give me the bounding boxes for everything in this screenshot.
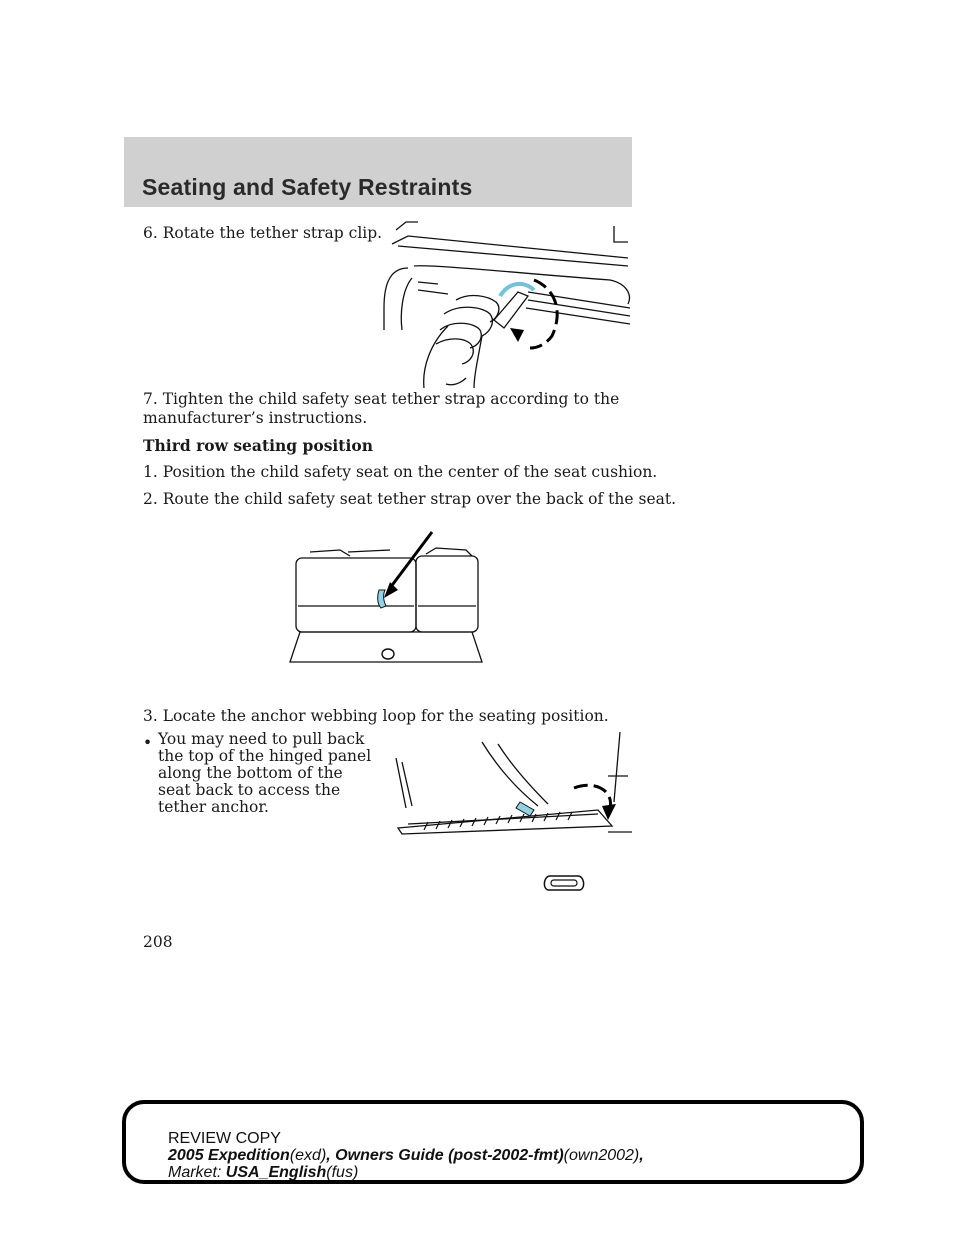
footer-market: USA_English: [225, 1164, 327, 1181]
rotate-clip-illustration: [378, 218, 636, 388]
bullet-text: You may need to pull back the top of the hinged panel along the bottom of the seat back to access the tether anchor.: [158, 730, 372, 816]
footer-model: 2005 Expedition: [168, 1147, 290, 1164]
footer-separator: ,: [326, 1147, 336, 1164]
footer-comma: ,: [639, 1147, 644, 1164]
step-6-text: 6. Rotate the tether strap clip.: [143, 224, 383, 242]
review-copy-footer: [122, 1100, 864, 1184]
third-row-step-3: 3. Locate the anchor webbing loop for the seating position.: [143, 707, 609, 725]
footer-guide: Owners Guide (post-2002-fmt): [335, 1147, 564, 1164]
step-7-text-line1: 7. Tighten the child safety seat tether strap according to the: [143, 390, 620, 408]
seat-back-tether-illustration: [286, 530, 486, 665]
third-row-step-1: 1. Position the child safety seat on the center of the seat cushion.: [143, 463, 658, 481]
page-number: 208: [143, 933, 173, 951]
footer-model-code: (exd): [289, 1147, 327, 1164]
hinged-panel-anchor-illustration: [388, 728, 632, 898]
section-header-band: [124, 137, 632, 207]
footer-market-label: Market:: [168, 1164, 222, 1181]
footer-guide-code: (own2002): [563, 1147, 640, 1164]
step-7-text-line2: manufacturer’s instructions.: [143, 409, 368, 427]
footer-review-copy: REVIEW COPY: [168, 1130, 281, 1147]
section-title: Seating and Safety Restraints: [142, 174, 473, 200]
bullet-marker: •: [143, 734, 153, 752]
third-row-step-2: 2. Route the child safety seat tether strap over the back of the seat.: [143, 490, 677, 508]
footer-market-code: (fus): [326, 1164, 359, 1181]
third-row-heading: Third row seating position: [143, 436, 373, 455]
